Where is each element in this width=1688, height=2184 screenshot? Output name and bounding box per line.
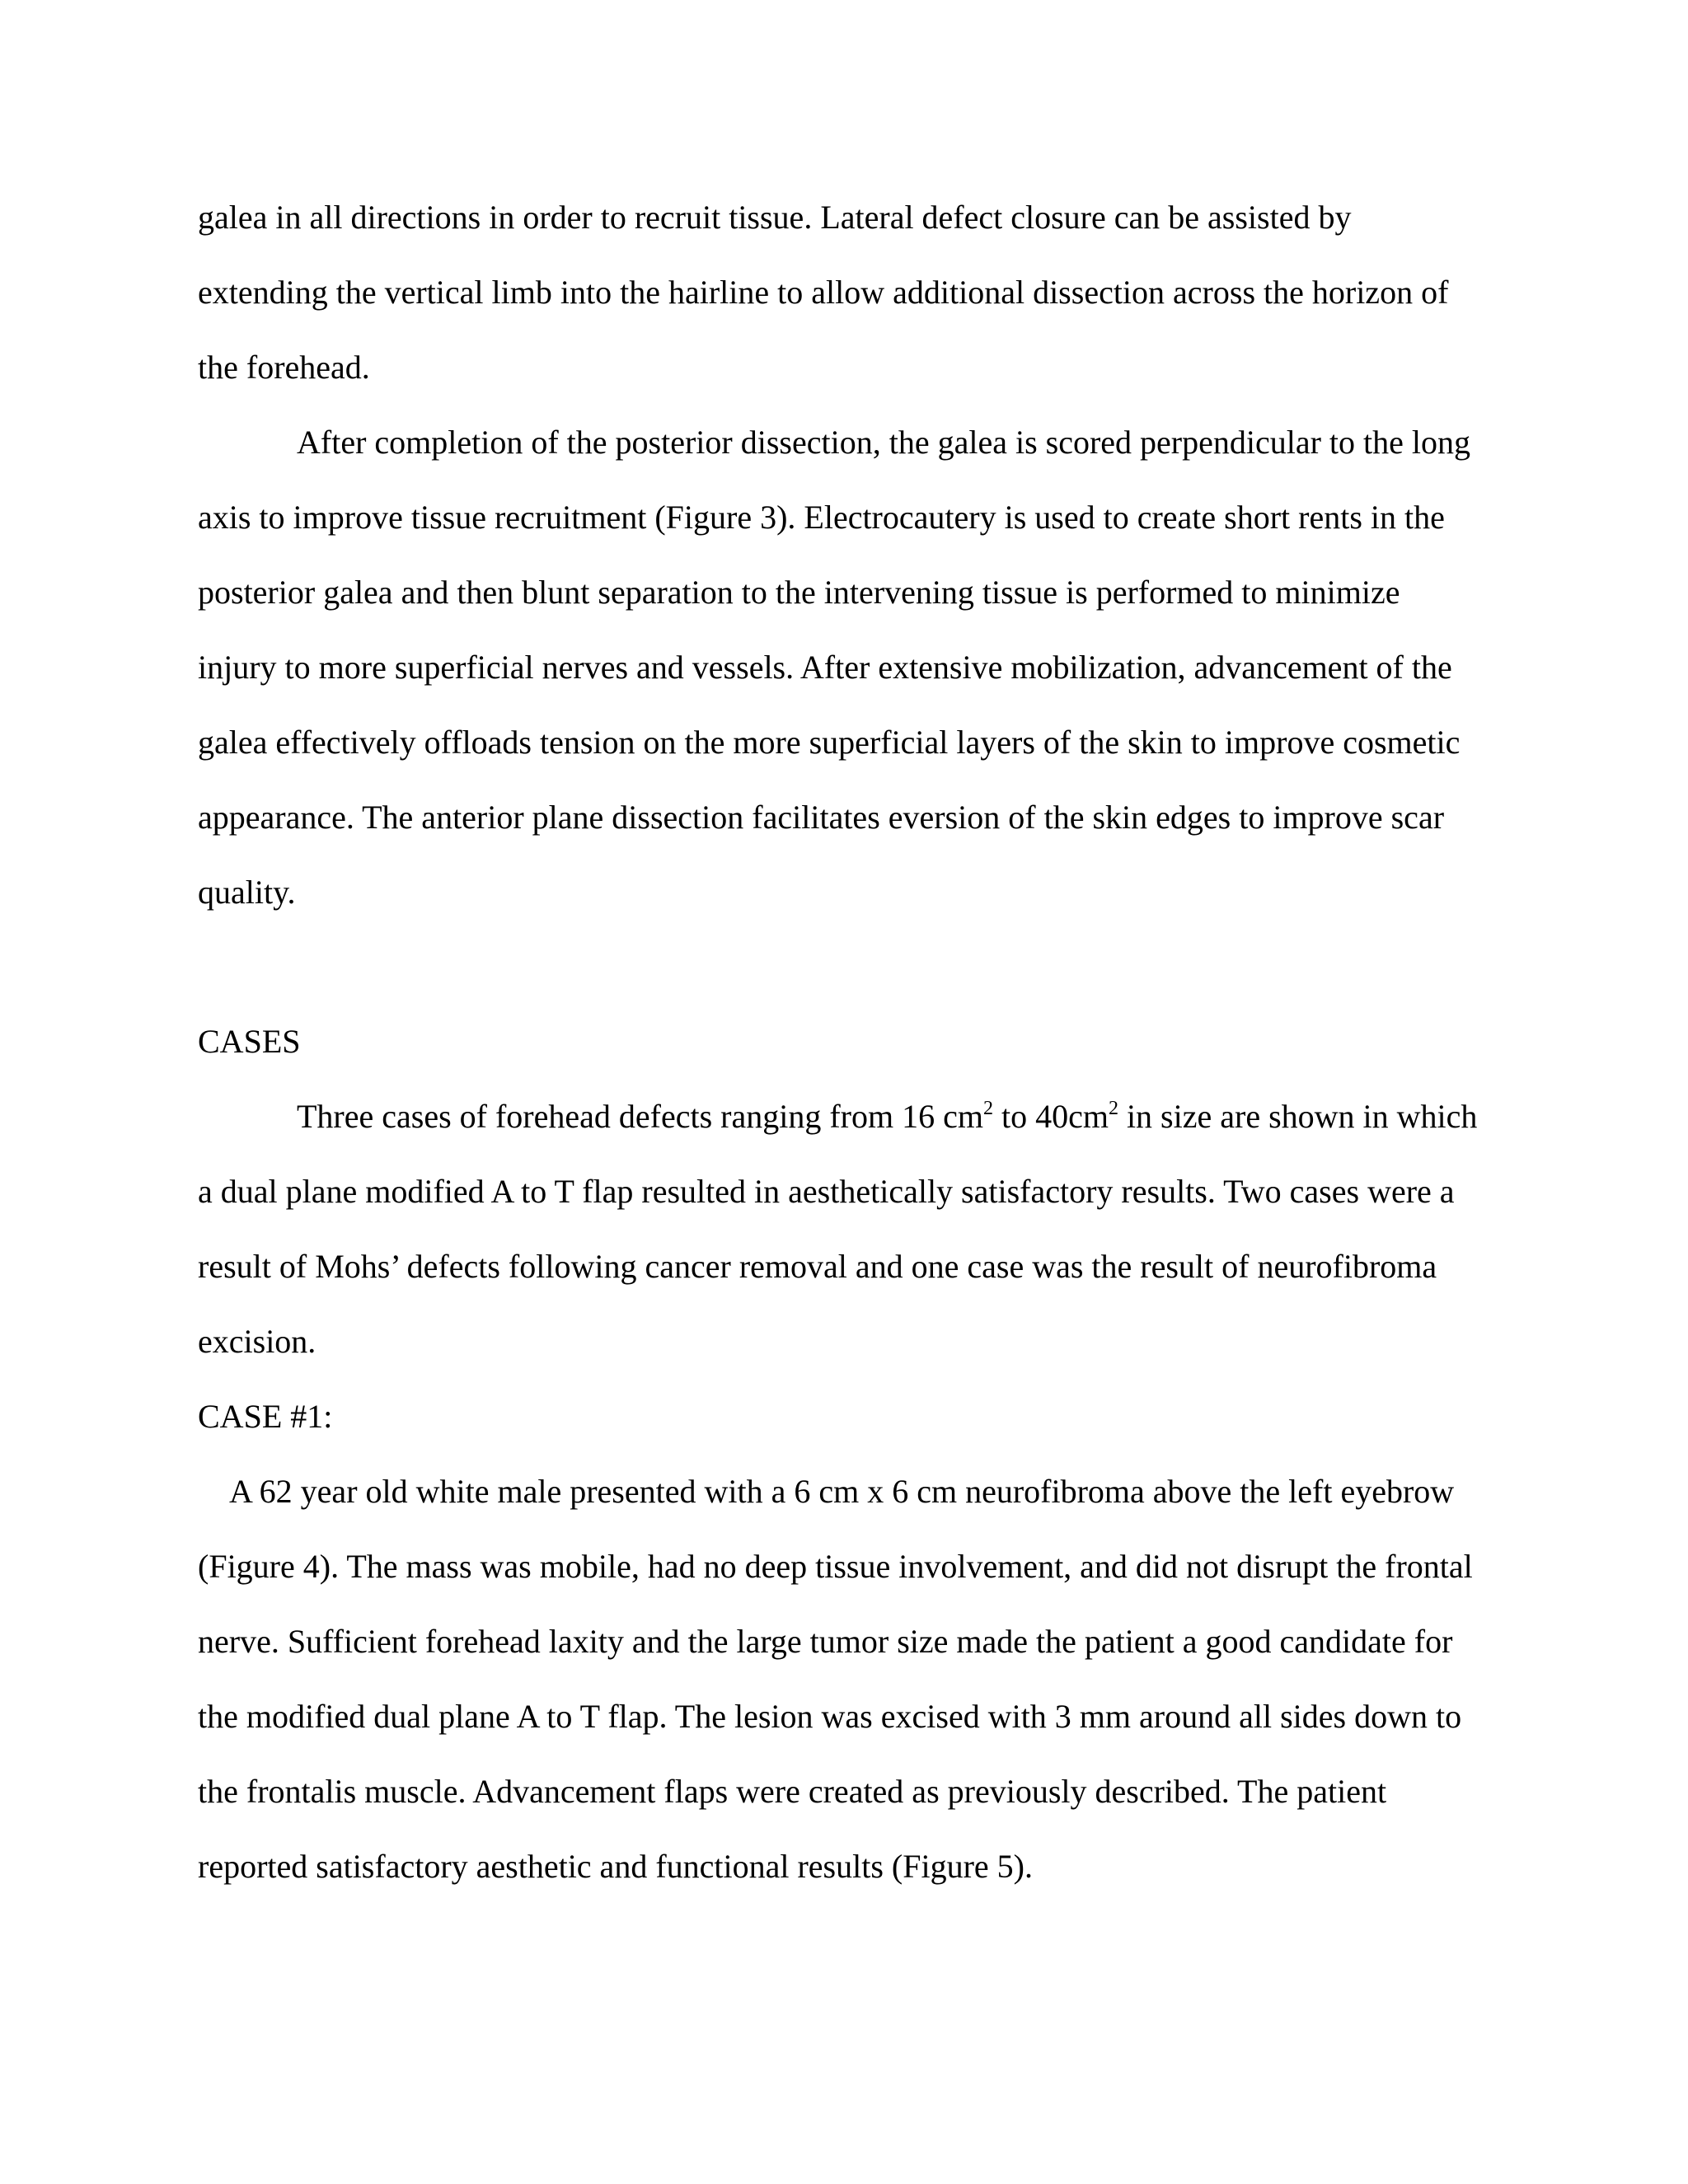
body-text-line: (Figure 4). The mass was mobile, had no deep tissue involvement, and did not disrupt the frontal (198, 1548, 1473, 1585)
section-heading: CASES (198, 1023, 301, 1060)
body-text-line: quality. (198, 874, 296, 911)
body-text-line: reported satisfactory aesthetic and functional results (Figure 5). (198, 1848, 1033, 1885)
body-text-line: result of Mohs’ defects following cancer removal and one case was the result of neurofibroma (198, 1248, 1437, 1285)
body-text-line: excision. (198, 1323, 316, 1360)
body-text-line: the frontalis muscle. Advancement flaps were created as previously described. The patient (198, 1773, 1387, 1810)
body-text-line: posterior galea and then blunt separation to the intervening tissue is performed to minimize (198, 574, 1400, 611)
text-run: in size are shown in which (1118, 1098, 1478, 1135)
case-heading: CASE #1: (198, 1398, 333, 1435)
body-text-line: the forehead. (198, 349, 370, 386)
superscript: 2 (982, 1098, 993, 1119)
body-text-line: the modified dual plane A to T flap. The lesion was excised with 3 mm around all sides down to (198, 1698, 1462, 1735)
text-run: to 40cm (992, 1098, 1109, 1135)
body-text-line: nerve. Sufficient forehead laxity and the large tumor size made the patient a good candidate for (198, 1623, 1453, 1660)
body-text-line: galea in all directions in order to recruit tissue. Lateral defect closure can be assisted by (198, 199, 1352, 236)
body-text-line: After completion of the posterior dissection, the galea is scored perpendicular to the long (297, 424, 1471, 461)
superscript: 2 (1108, 1098, 1118, 1119)
body-text-line: galea effectively offloads tension on the more superficial layers of the skin to improve cosmetic (198, 724, 1461, 761)
body-text-line: a dual plane modified A to T flap resulted in aesthetically satisfactory results. Two cases were a (198, 1173, 1455, 1210)
body-text-line: A 62 year old white male presented with a 6 cm x 6 cm neurofibroma above the left eyebrow (229, 1473, 1455, 1510)
body-text-line: injury to more superficial nerves and vessels. After extensive mobilization, advancement of the (198, 649, 1452, 686)
body-text-line: axis to improve tissue recruitment (Figure 3). Electrocautery is used to create short rents in the (198, 499, 1445, 536)
body-text-line: appearance. The anterior plane dissection facilitates eversion of the skin edges to improve scar (198, 799, 1445, 836)
body-text-line (297, 1100, 1477, 1133)
body-text-line: extending the vertical limb into the hairline to allow additional dissection across the horizon of (198, 274, 1449, 311)
text-run: Three cases of forehead defects ranging from 16 cm (297, 1098, 983, 1135)
